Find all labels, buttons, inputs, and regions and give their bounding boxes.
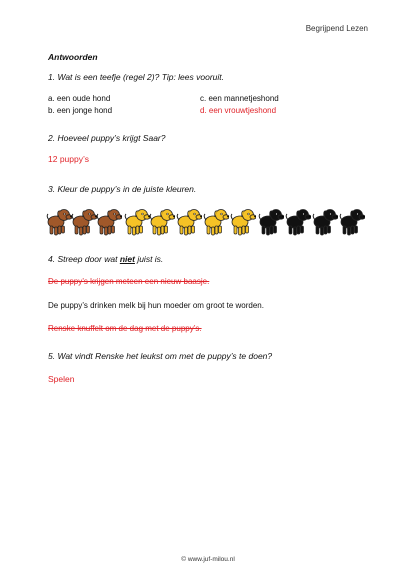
- puppy-icon: [285, 205, 311, 237]
- answer-2: 12 puppy’s: [48, 154, 89, 164]
- answer-5: Spelen: [48, 374, 75, 384]
- section-title: Antwoorden: [48, 52, 98, 62]
- statement-1-struck: De puppy’s krijgen meteen een nieuw baasje.: [48, 277, 210, 286]
- question-1: 1. Wat is een teefje (regel 2)? Tip: lees vooruit.: [48, 72, 224, 82]
- puppy-icon: [258, 205, 284, 237]
- header-label: Begrijpend Lezen: [305, 24, 368, 33]
- statement-3-struck: Renske knuffelt om de dag met de puppy’s.: [48, 324, 202, 333]
- puppy-icon: [149, 205, 175, 237]
- puppy-icon: [339, 205, 365, 237]
- puppy-icon: [124, 205, 150, 237]
- puppy-icon: [46, 205, 72, 237]
- puppy-icon: [312, 205, 338, 237]
- statement-2: De puppy’s drinken melk bij hun moeder om groot te worden.: [48, 301, 264, 310]
- puppy-icon: [176, 205, 202, 237]
- puppy-icon: [71, 205, 97, 237]
- puppy-icon: [203, 205, 229, 237]
- puppy-icon: [230, 205, 256, 237]
- question-4: 4. Streep door wat niet juist is.: [48, 254, 164, 264]
- option-c: c. een mannetjeshond: [200, 94, 279, 103]
- puppy-icon: [96, 205, 122, 237]
- puppy-row: [46, 205, 366, 239]
- option-d-answer: d. een vrouwtjeshond: [200, 106, 277, 115]
- question-3: 3. Kleur de puppy’s in de juiste kleuren.: [48, 184, 197, 194]
- footer-copyright: © www.juf-milou.nl: [181, 556, 235, 563]
- option-b: b. een jonge hond: [48, 106, 113, 115]
- emphasis-niet: niet: [119, 254, 135, 264]
- option-a: a. een oude hond: [48, 94, 111, 103]
- question-5: 5. Wat vindt Renske het leukst om met de puppy’s te doen?: [48, 351, 273, 361]
- question-2: 2. Hoeveel puppy’s krijgt Saar?: [48, 133, 166, 143]
